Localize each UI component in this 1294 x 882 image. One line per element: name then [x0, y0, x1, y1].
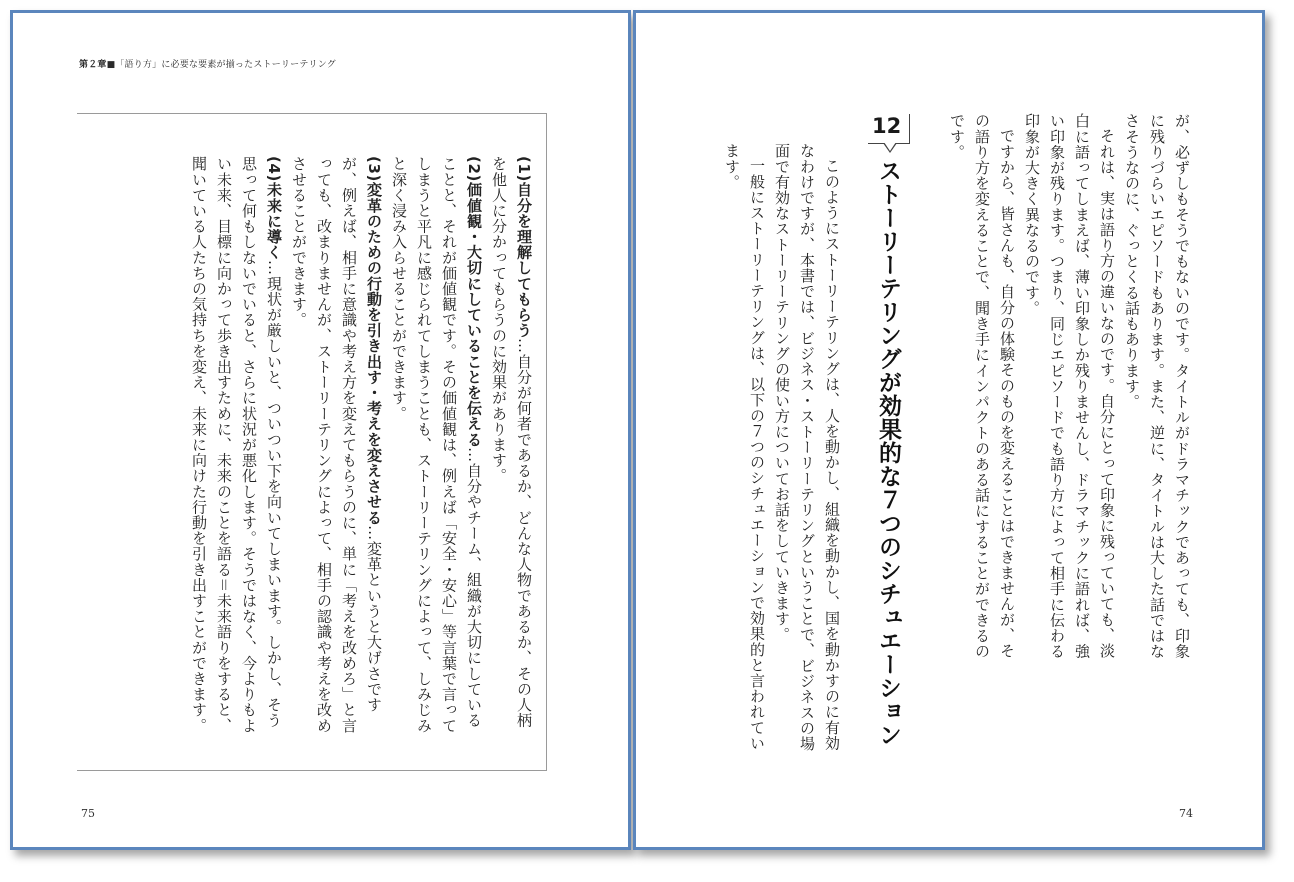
running-header: [79, 57, 336, 70]
item-body: …現状が厳しいと、ついつい下を向いてしまいます。しかし、そう思って何もしないでいると、さらに状況が悪化します。そうではなく、今よりもよい未来、目標に向かって歩き出すために、未来のことを語る＝未来語りをすると、聞いている人たちの気持ちを変え、未来に向けた行動を引き出すことができます。: [190, 156, 283, 734]
item-number: (2): [465, 156, 483, 182]
item-heading: 変革のための行動を引き出す・考えを変えさせる: [365, 181, 383, 526]
item-body: …自分やチーム、組織が大切にしていることと、それが価値観です。その価値観は、例えば「安全・安心」等言葉で言ってしまうと平凡に感じられてしまうことも、ストーリーテリングによって、しみじみと深く浸み入らせることができます。: [390, 156, 483, 734]
list-item: [486, 156, 536, 736]
section-number-badge: [868, 114, 910, 144]
item-number: (3): [365, 156, 383, 182]
section-number: 12: [872, 114, 902, 138]
right-page: [633, 10, 1265, 850]
situation-list-box: [77, 113, 547, 771]
left-page: [10, 10, 631, 850]
paragraph: ですから、皆さんも、自分の体験そのものを変えることはできませんが、その語り方を変えることで、聞き手にインパクトのある話にすることができるのです。: [948, 113, 1016, 659]
chapter-label: 第２章: [79, 60, 107, 70]
item-heading: 価値観・大切にしていることを伝える: [465, 181, 483, 448]
paragraph: 一般にストーリーテリングは、以下の７つのシチュエーションで効果的と言われています。: [723, 143, 766, 751]
body-text: [944, 113, 1194, 673]
section-title: ストーリーテリングが効果的な７つのシチュエーション: [875, 159, 901, 747]
page-number: 74: [1179, 807, 1193, 820]
page-number: 75: [81, 807, 95, 820]
section-body-text: [694, 143, 844, 763]
paragraph: このようにストーリーテリングは、人を動かし、組織を動かし、国を動かすのに有効なわけですが、本書では、ビジネス・ストーリーテリングということで、ビジネスの場面で有効なストーリーテリングの使い方についてお話をしていきます。: [773, 143, 841, 752]
list-item: [386, 156, 486, 736]
item-body: …変革というと大げさですが、例えば、相手に意識や考え方を変えてもらうのに、単に「考えを改めろ」と言っても、改まりませんが、ストーリーテリングによって、相手の認識や考えを改めさせることができます。: [290, 156, 383, 734]
list-item: [286, 156, 386, 736]
item-heading: 自分を理解してもらう: [515, 181, 533, 338]
paragraph: それは、実は語り方の違いなのです。自分にとって印象に残っていても、淡白に語ってしまえば、薄い印象しか残りませんし、ドラマチックに語れば、強い印象が残ります。つまり、同じエピソードでも語り方によって相手に伝わる印象が大きく異なるのです。: [1023, 113, 1116, 659]
item-heading: 未来に導く: [265, 181, 283, 260]
chapter-title: ■「語り方」に必要な要素が揃ったストーリーテリング: [106, 60, 336, 70]
list-item: [186, 156, 286, 736]
item-body: …自分が何者であるか、どんな人物であるか、その人柄を他人に分かってもらうのに効果があります。: [490, 156, 533, 728]
paragraph: が、必ずしもそうでもないのです。タイトルがドラマチックであっても、印象に残りづらいエピソードもあります。また、逆に、タイトルは大した話ではなさそうなのに、ぐっとくる話もあります。: [1123, 113, 1191, 659]
item-number: (4): [265, 156, 283, 182]
item-number: (1): [515, 156, 533, 182]
situation-list: [84, 156, 536, 736]
